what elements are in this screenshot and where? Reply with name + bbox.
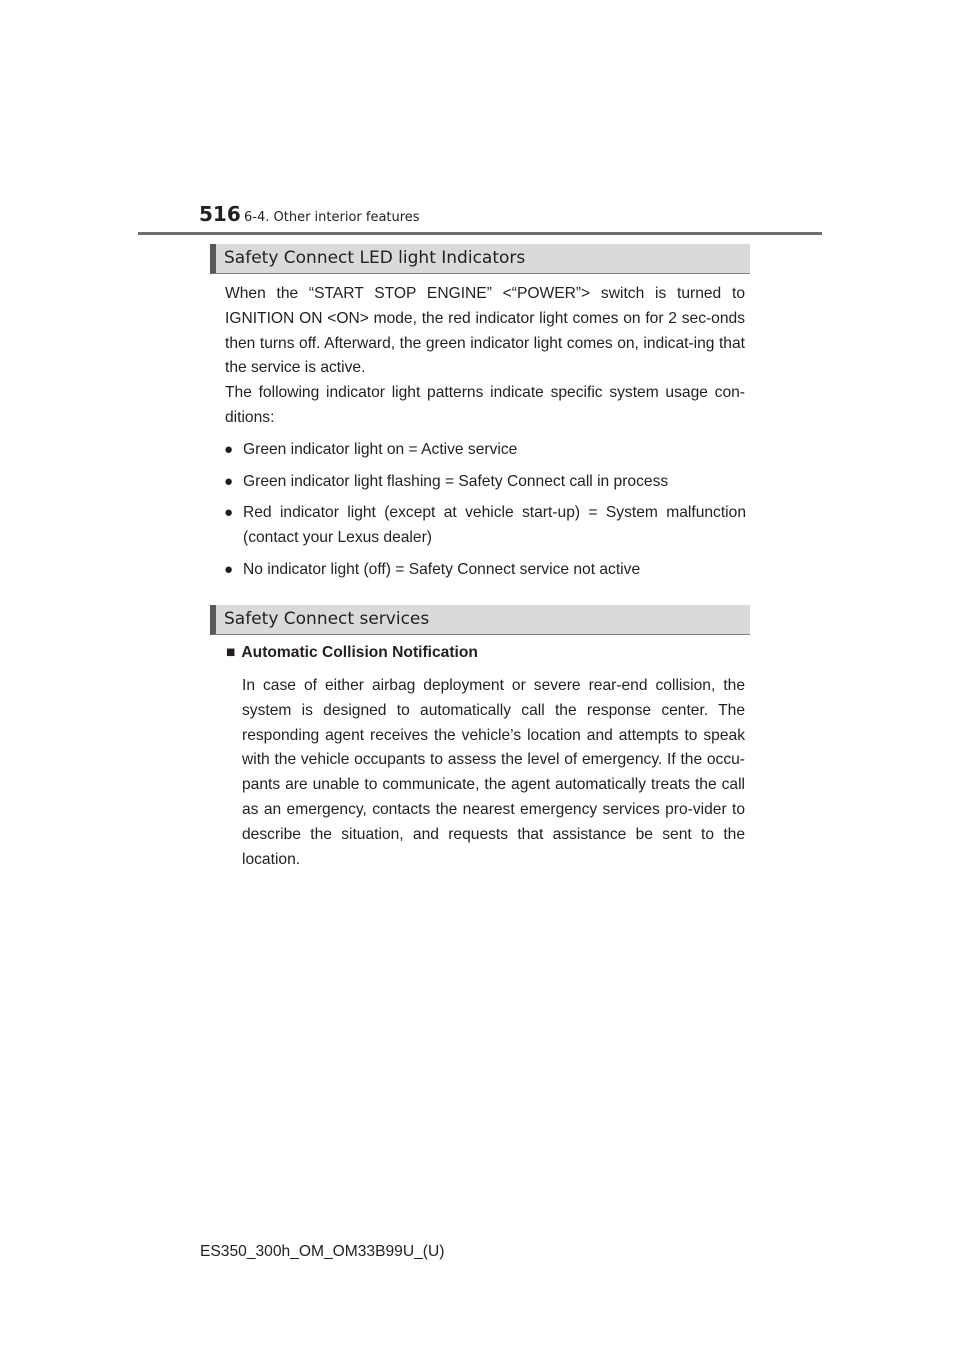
section-path: 6-4. Other interior features xyxy=(244,210,420,225)
list-item xyxy=(224,470,746,495)
list-item-text: Red indicator light (except at vehicle start-up) = System malfunction (contact your Lexus dealer) xyxy=(243,504,746,546)
document-code: ES350_300h_OM_OM33B99U_(U) xyxy=(200,1243,445,1260)
page-number: 516 xyxy=(199,202,241,226)
bullet-icon: ● xyxy=(224,561,234,578)
bullet-icon: ● xyxy=(224,473,234,490)
section-heading-text: Safety Connect LED light Indicators xyxy=(224,248,526,268)
patterns-paragraph: The following indicator light patterns indicate specific system usage con-ditions: xyxy=(225,384,745,426)
subheading-text: Automatic Collision Notification xyxy=(241,644,478,661)
header-divider xyxy=(138,232,822,235)
subheading-collision-notification xyxy=(226,644,478,662)
page-header xyxy=(0,0,960,240)
section-heading-led-indicators xyxy=(210,244,750,274)
list-item-text: Green indicator light on = Active service xyxy=(243,441,518,458)
list-item xyxy=(224,438,746,463)
list-item-text: No indicator light (off) = Safety Connect service not active xyxy=(243,561,641,578)
square-bullet-icon: ■ xyxy=(226,644,236,661)
section-heading-services xyxy=(210,605,750,635)
list-item xyxy=(224,558,746,583)
list-item xyxy=(224,501,746,551)
collision-paragraph: In case of either airbag deployment or severe rear-end collision, the system is designed to automatically call the response center. The responding agent receives the vehicle’s location and attempts to speak with the vehicle occupants to assess the level of emergency. If the occu-pants are unable to communicate, the agent automatically treats the call as an emergency, contacts the nearest emergency services pro-vider to describe the situation, and requests that assistance be sent to the location. xyxy=(242,677,745,868)
section-heading-text: Safety Connect services xyxy=(224,609,430,629)
bullet-icon: ● xyxy=(224,504,234,521)
list-item-text: Green indicator light flashing = Safety Connect call in process xyxy=(243,473,669,490)
intro-paragraph: When the “START STOP ENGINE” <“POWER”> switch is turned to IGNITION ON <ON> mode, the red indicator light comes on for 2 sec-onds then turns off. Afterward, the green indicator light comes on, indicat-ing that the service is active. xyxy=(225,285,745,377)
bullet-icon: ● xyxy=(224,441,234,458)
